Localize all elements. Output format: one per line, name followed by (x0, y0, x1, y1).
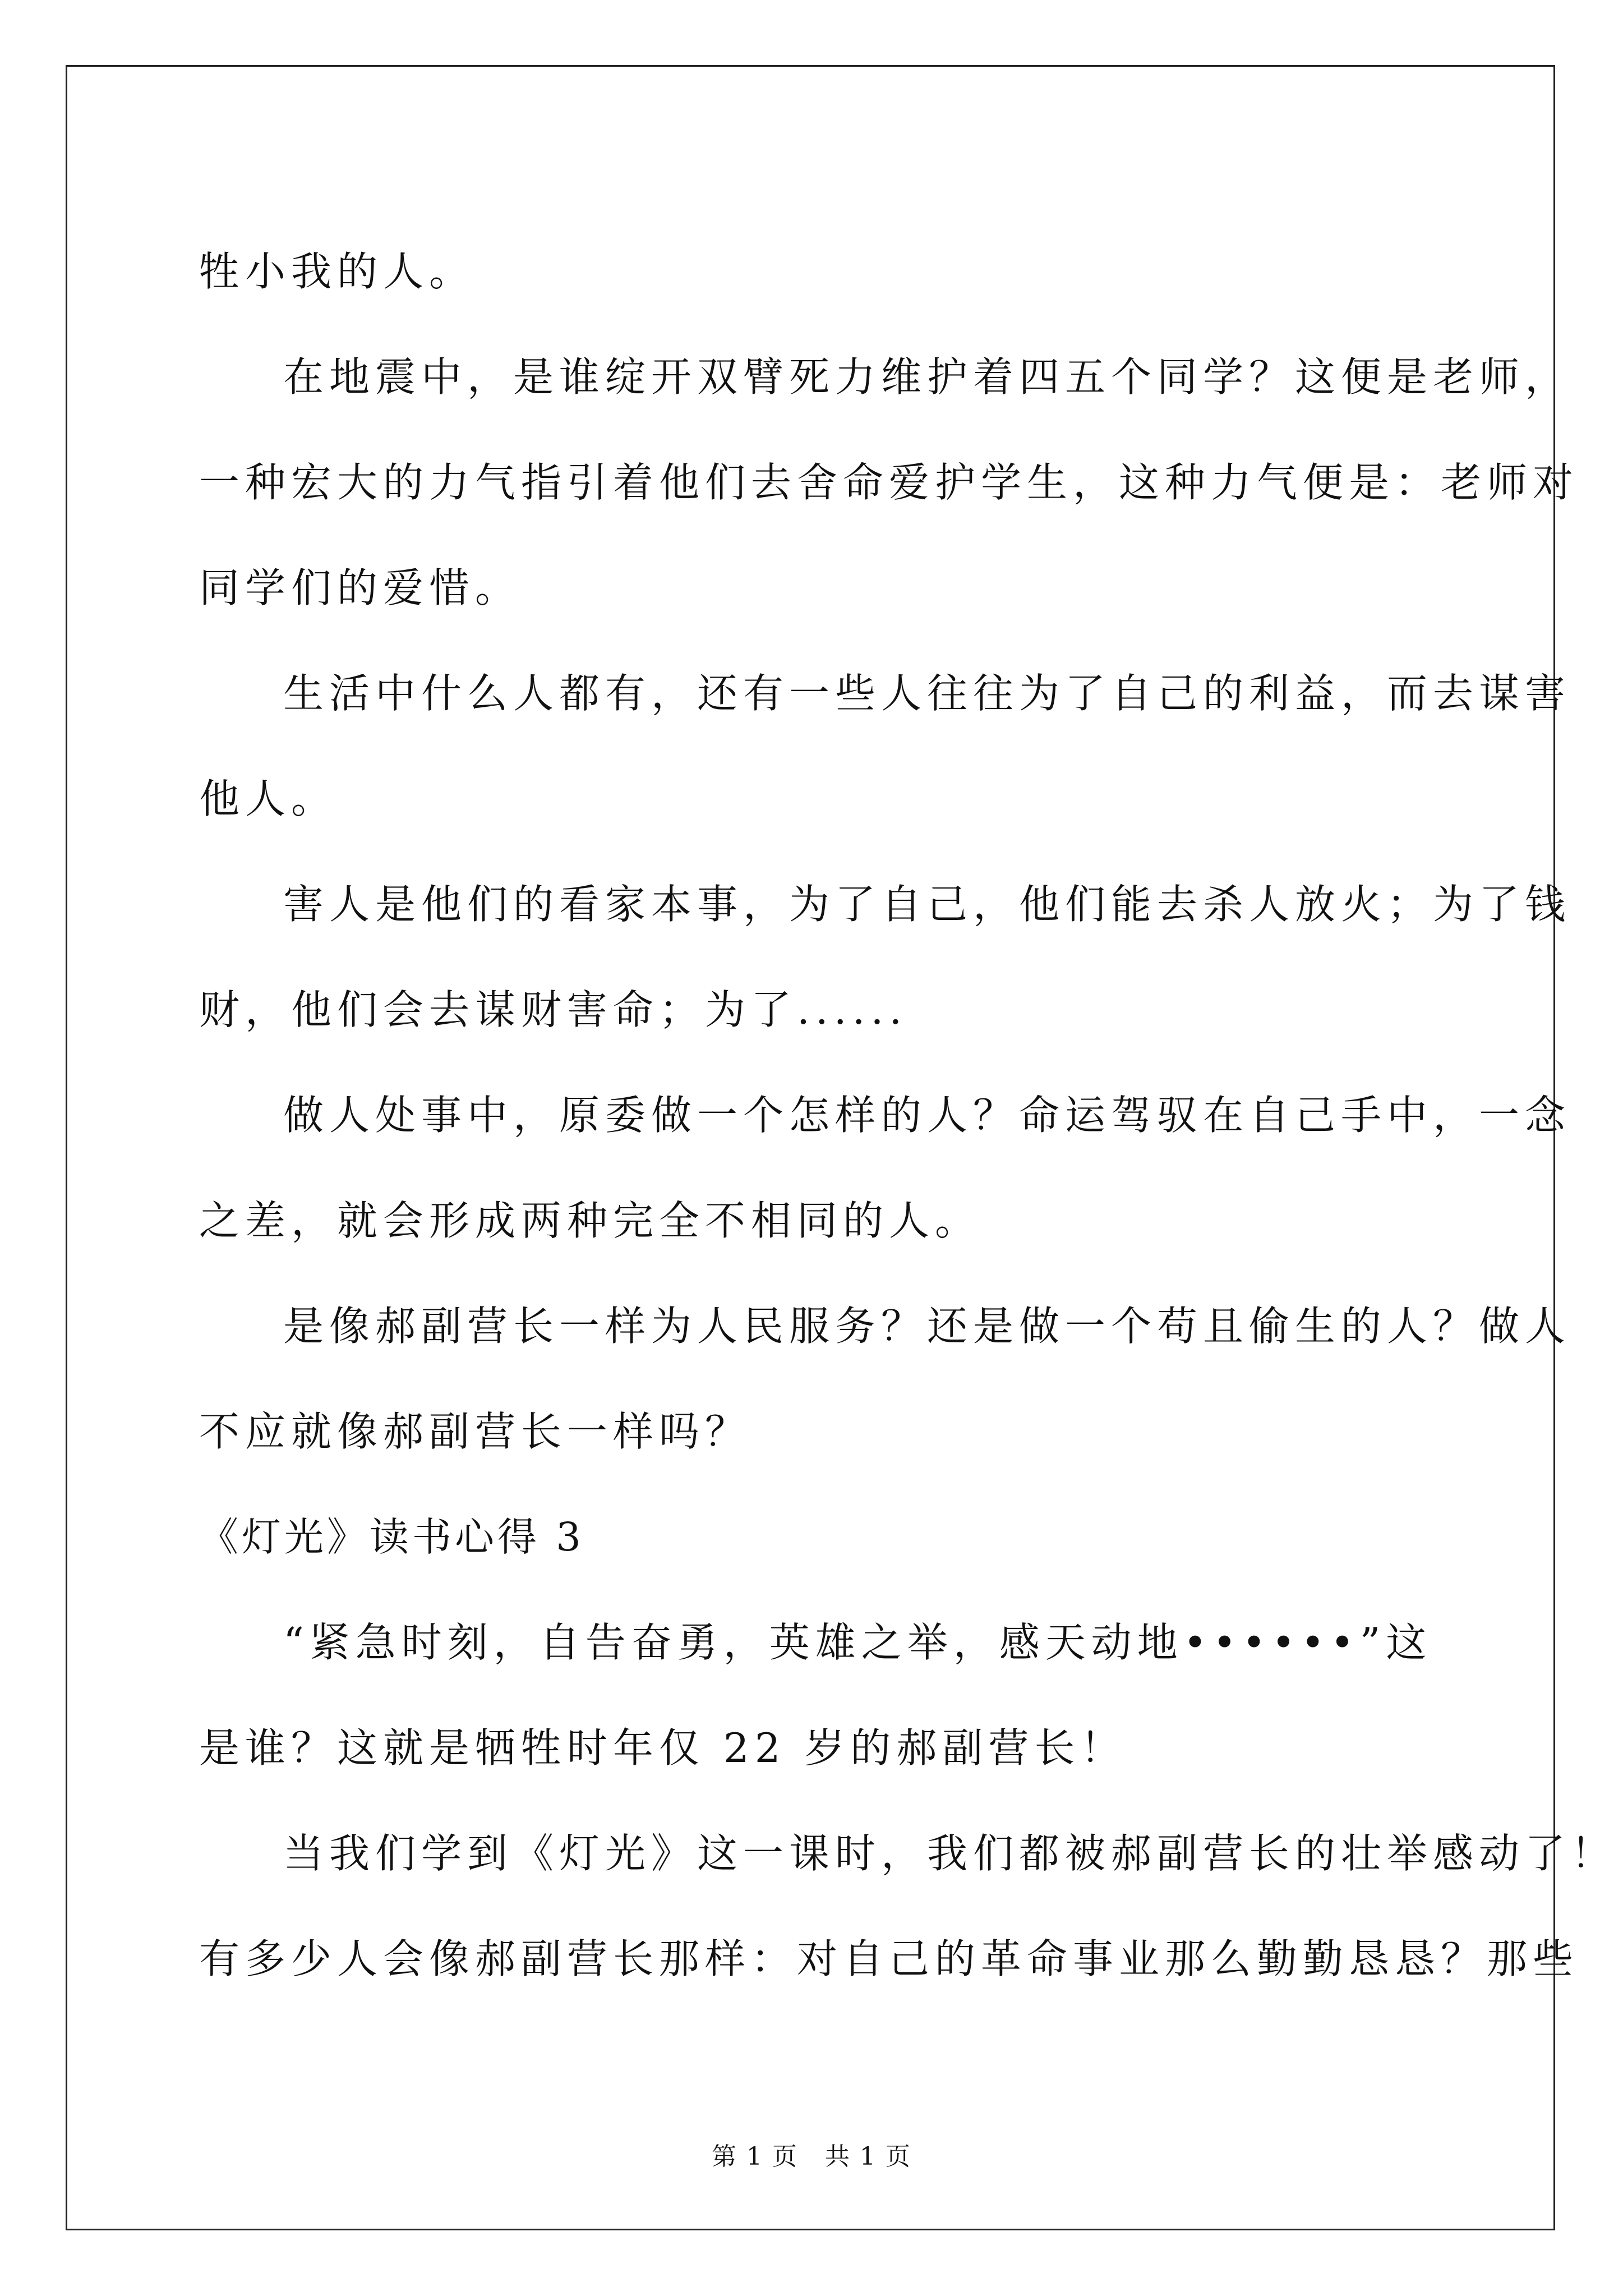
page-footer: 第 1 页 共 1 页 (712, 2142, 911, 2171)
text-line: 有多少人会像郝副营长那样：对自己的革命事业那么勤勤恳恳？那些 (199, 1935, 1579, 1982)
text-line: 害人是他们的看家本事，为了自己，他们能去杀人放火；为了钱 (283, 881, 1571, 928)
text-line: 当我们学到《灯光》这一课时，我们都被郝副营长的壮举感动了！ (283, 1830, 1617, 1877)
text-line: “紧急时刻，自告奋勇，英雄之举，感天动地••••••”这 (283, 1619, 1432, 1666)
text-line: 财，他们会去谋财害命；为了...... (199, 986, 908, 1033)
text-line: 在地震中，是谁绽开双臂死力维护着四五个同学？这便是老师， (283, 353, 1571, 401)
text-line: 不应就像郝副营长一样吗？ (199, 1408, 751, 1455)
section-heading: 《灯光》读书心得 3 (199, 1514, 584, 1560)
text-line: 做人处事中，原委做一个怎样的人？命运驾驭在自己手中，一念 (283, 1092, 1571, 1139)
document-body (199, 219, 1617, 2012)
text-line: 是谁？这就是牺牲时年仅 22 岁的郝副营长！ (199, 1724, 1127, 1772)
text-line: 他人。 (199, 775, 338, 822)
text-line: 同学们的爱惜。 (199, 564, 522, 611)
text-line: 生活中什么人都有，还有一些人往往为了自己的利益，而去谋害 (283, 670, 1571, 717)
text-line: 之差，就会形成两种完全不相同的人。 (199, 1197, 981, 1244)
text-line: 一种宏大的力气指引着他们去舍命爱护学生，这种力气便是：老师对 (199, 459, 1579, 506)
text-line: 是像郝副营长一样为人民服务？还是做一个苟且偷生的人？做人 (283, 1303, 1571, 1350)
text-line: 牲小我的人。 (199, 248, 476, 295)
